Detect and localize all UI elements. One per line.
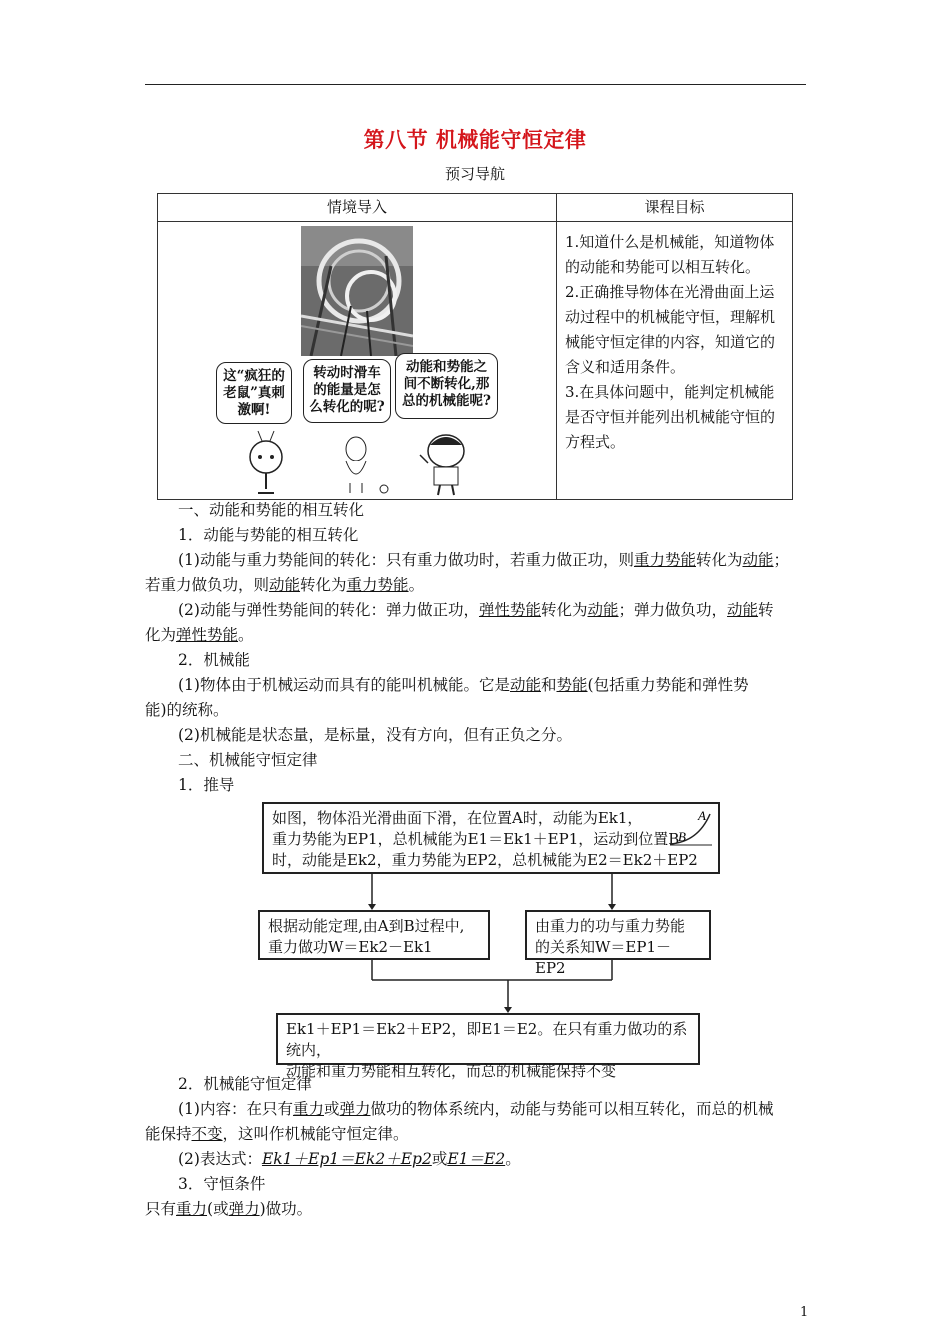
- speech-bubble-3: 动能和势能之间不断转化,那总的机械能呢?: [395, 353, 498, 419]
- para-1-3-line-2: 能)的统称。: [145, 701, 229, 719]
- subsection-2-1: 1．推导: [178, 776, 235, 794]
- derivation-box-3: 由重力的功与重力势能 的关系知W＝EP1－EP2: [525, 910, 711, 960]
- header-scenario: 情境导入: [158, 194, 557, 222]
- goal-1: 1.知道什么是机械能，知道物体的动能和势能可以相互转化。: [565, 233, 775, 276]
- para-1-4: (2)机械能是状态量，是标量，没有方向，但有正负之分。: [178, 726, 572, 744]
- derivation-box-2: 根据动能定理,由A到B过程中, 重力做功W＝Ek2－Ek1: [258, 910, 490, 960]
- goal-3: 3.在具体问题中，能判定机械能是否守恒并能列出机械能守恒的方程式。: [565, 383, 776, 451]
- para-1-2-line-2: 化为弹性势能。: [145, 626, 254, 644]
- page-title: 第八节 机械能守恒定律: [363, 127, 587, 152]
- para-2-1-line-2: 能保持不变，这叫作机械能守恒定律。: [145, 1125, 409, 1143]
- para-1-2-line-1: (2)动能与弹性势能间的转化：弹力做正功，弹性势能转化为动能；弹力做负功，动能转: [178, 601, 774, 619]
- subsection-1-2: 2．机械能: [178, 651, 250, 669]
- speech-bubble-2: 转动时滑车的能量是怎么转化的呢?: [303, 359, 391, 423]
- point-a-label: A: [698, 808, 706, 823]
- subsection-2-2: 2．机械能守恒定律: [178, 1075, 312, 1093]
- para-2-3: 只有重力(或弹力)做功。: [145, 1200, 313, 1218]
- subsection-1-1: 1．动能与势能的相互转化: [178, 526, 359, 544]
- section-1-heading: 一、动能和势能的相互转化: [178, 501, 365, 519]
- para-1-1-line-2: 若重力做负功，则动能转化为重力势能。: [145, 576, 425, 594]
- goal-2: 2.正确推导物体在光滑曲面上运动过程中的机械能守恒，理解机械能守恒定律的内容，知道它的含义和适用条件。: [565, 283, 776, 376]
- para-2-1-line-1: (1)内容：在只有重力或弹力做功的物体系统内，动能与势能可以相互转化，而总的机械: [178, 1100, 774, 1118]
- header-goals: 课程目标: [557, 194, 793, 222]
- para-2-2: (2)表达式：Ek1＋Ep1＝Ek2＋Ep2或E1＝E2。: [178, 1150, 521, 1168]
- point-b-label: B: [678, 829, 686, 844]
- speech-bubble-1: 这“疯狂的老鼠”真刺激啊!: [216, 362, 292, 424]
- para-1-3-line-1: (1)物体由于机械运动而具有的能叫机械能。它是动能和势能(包括重力势能和弹性势: [178, 676, 749, 694]
- subsection-2-3: 3．守恒条件: [178, 1175, 266, 1193]
- derivation-box-4: Ek1＋EP1＝Ek2＋EP2，即E1＝E2。在只有重力做功的系统内， 动能和重力势能相互转化，而总的机械能保持不变: [276, 1013, 700, 1065]
- section-2-heading: 二、机械能守恒定律: [178, 751, 318, 769]
- page-number: 1: [800, 1305, 809, 1320]
- derivation-box-1: 如图，物体沿光滑曲面下滑，在位置A时，动能为Ek1， 重力势能为EP1，总机械能为E1＝Ek1＋EP1，运动到位置B 时，动能是Ek2，重力势能为EP2，总机械能为E2＝Ek2＋EP2 A B: [262, 802, 720, 874]
- section-subtitle: 预习导航: [444, 165, 505, 183]
- para-1-1-line-1: (1)动能与重力势能间的转化：只有重力做功时，若重力做正功，则重力势能转化为动能；: [178, 551, 790, 569]
